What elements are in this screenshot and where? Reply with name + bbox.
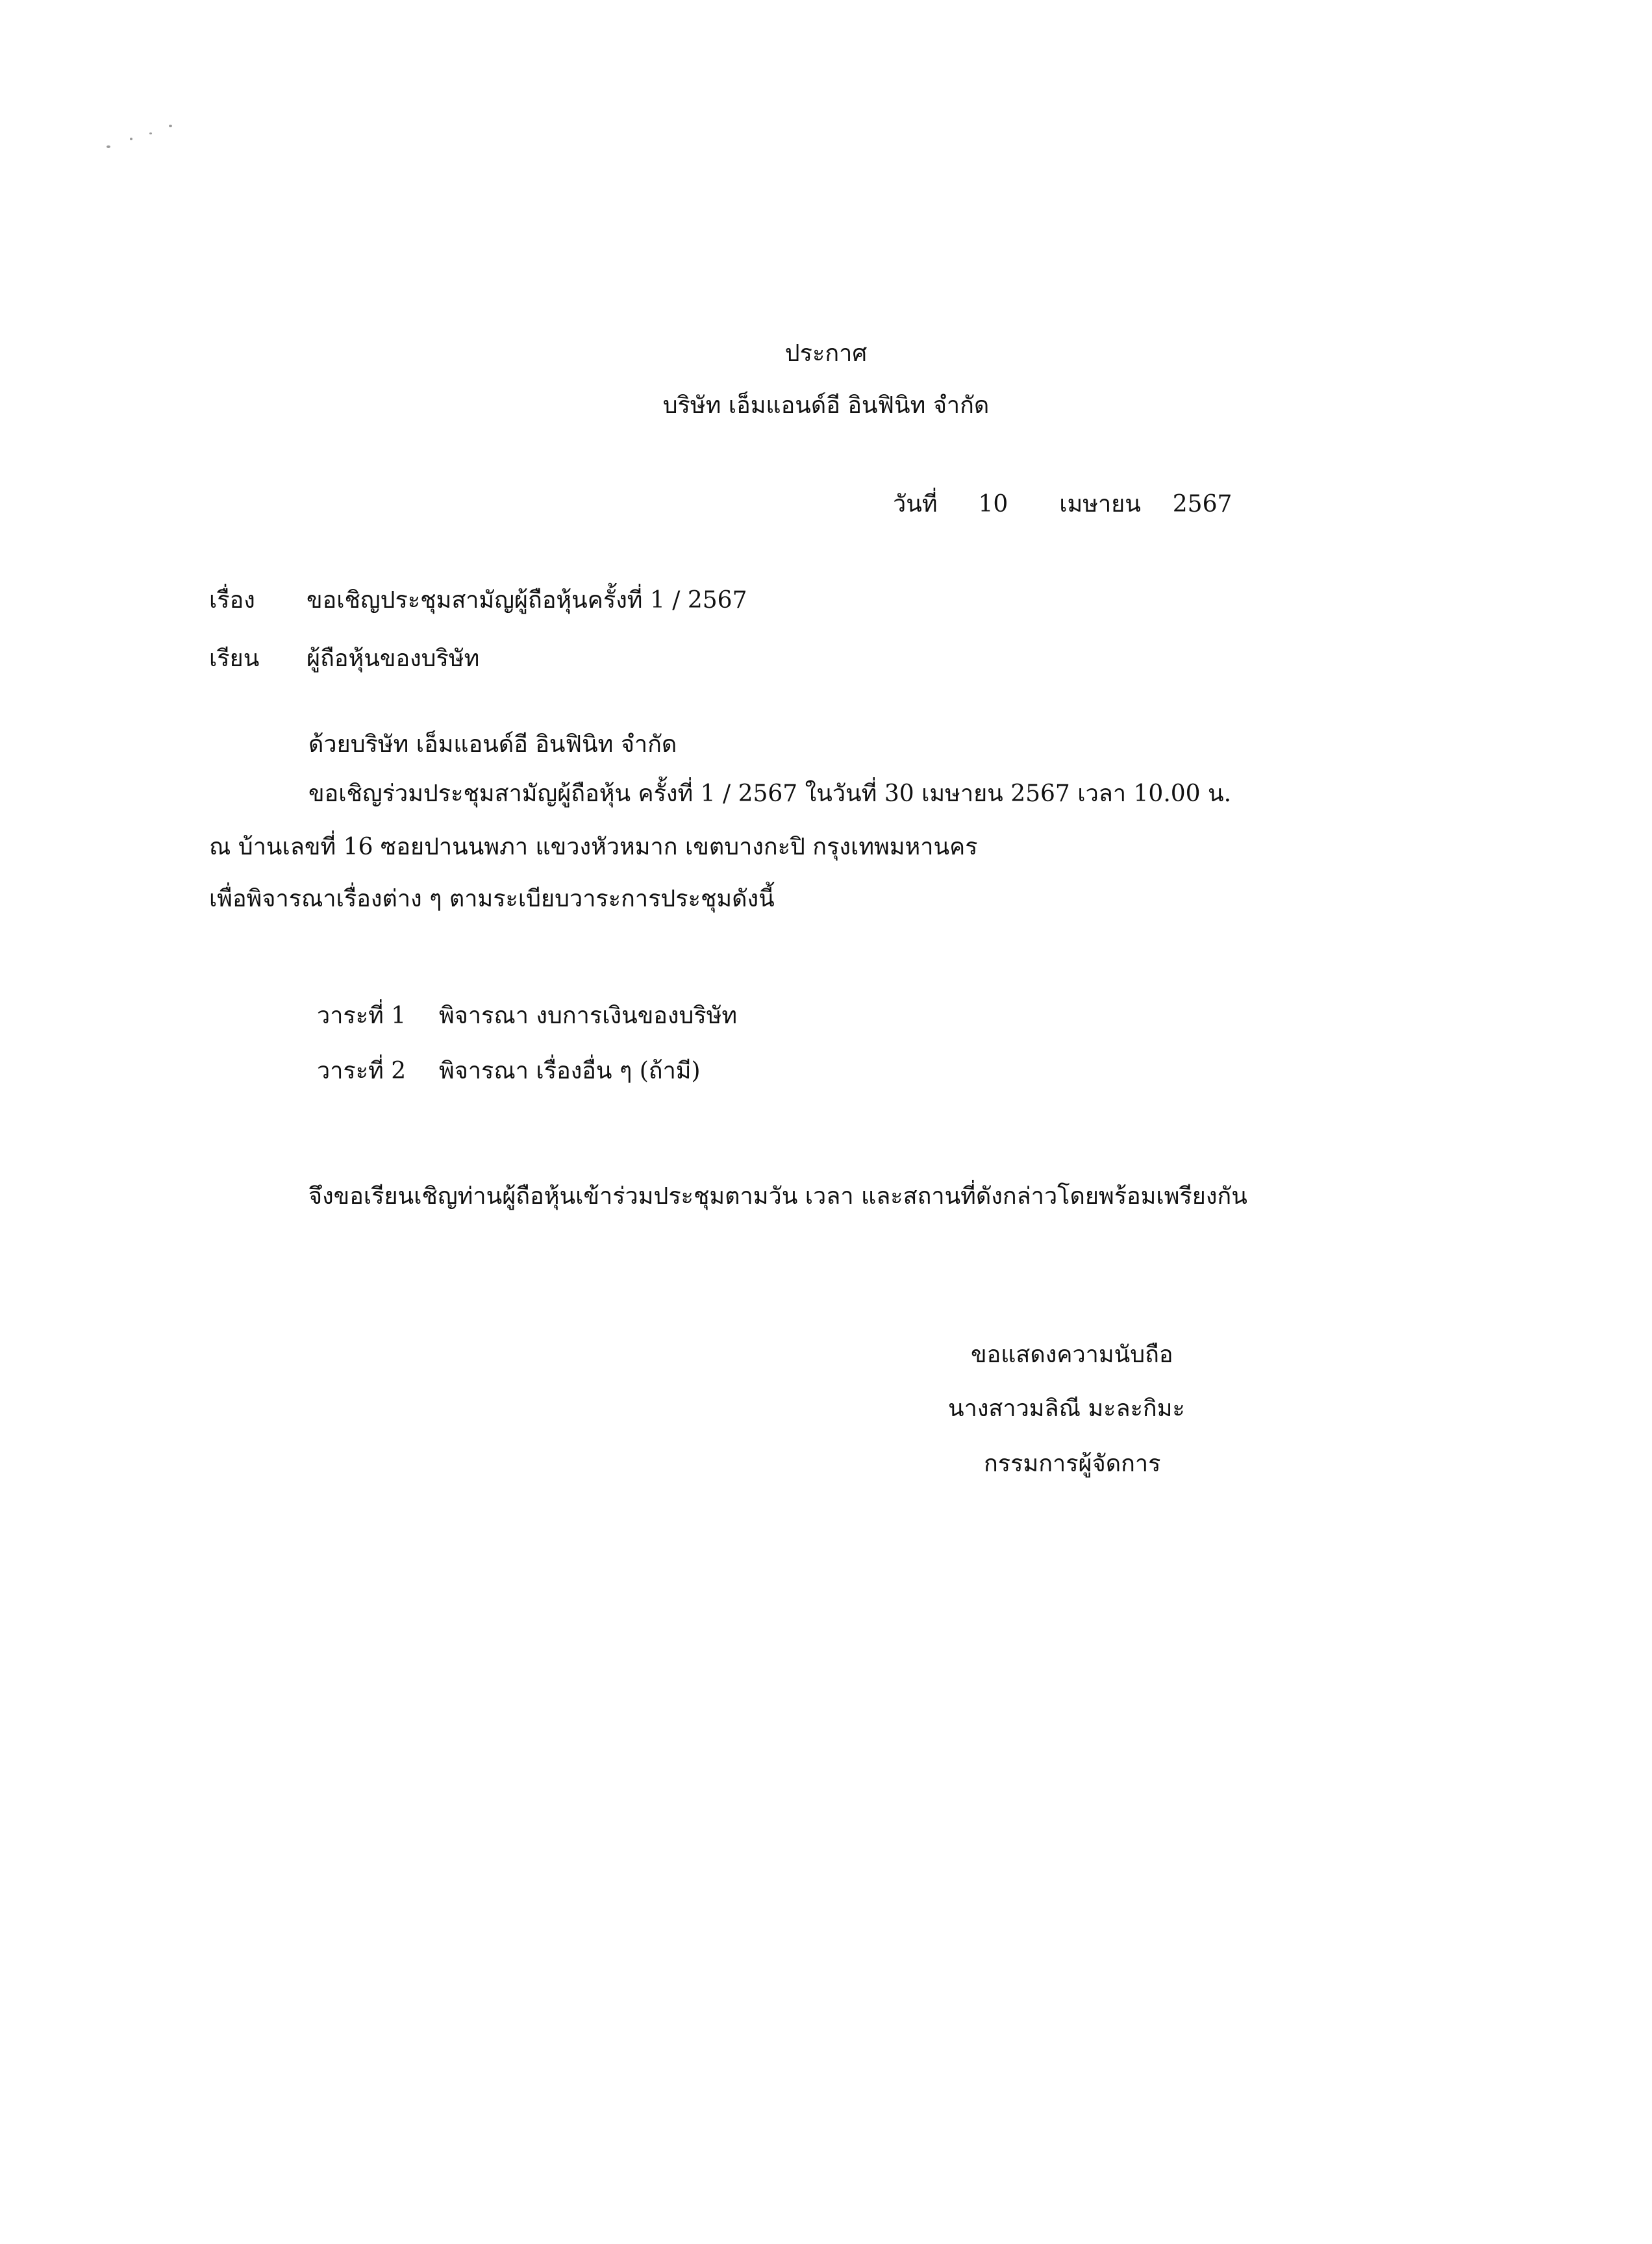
speck <box>106 145 110 148</box>
subject-text: ขอเชิญประชุมสามัญผู้ถือหุ้นครั้งที่ 1 / 2567 <box>307 587 747 614</box>
signature-regards: ขอแสดงความนับถือ <box>971 1341 1173 1368</box>
scan-speck-marks <box>104 117 188 162</box>
date-label: วันที่ <box>893 491 938 517</box>
body-line-1: ด้วยบริษัท เอ็มแอนด์อี อินฟินิท จำกัด <box>308 731 677 758</box>
speck <box>149 132 152 134</box>
agenda-item-label: วาระที่ 1 <box>317 1003 407 1029</box>
date-month: เมษายน <box>1059 491 1141 517</box>
speck <box>169 125 172 127</box>
body-line-3: ณ บ้านเลขที่ 16 ซอยปานนพภา แขวงหัวหมาก เขตบางกะปิ กรุงเทพมหานคร <box>209 834 978 860</box>
closing-paragraph: จึงขอเรียนเชิญท่านผู้ถือหุ้นเข้าร่วมประชุมตามวัน เวลา และสถานที่ดังกล่าวโดยพร้อมเพรียงกัน <box>308 1183 1247 1210</box>
signature-position: กรรมการผู้จัดการ <box>984 1451 1161 1477</box>
body-line-2: ขอเชิญร่วมประชุมสามัญผู้ถือหุ้น ครั้งที่ 1 / 2567 ในวันที่ 30 เมษายน 2567 เวลา 10.00 น. <box>308 780 1232 807</box>
recipient-label: เรียน <box>209 645 260 672</box>
agenda-item-text: พิจารณา งบการเงินของบริษัท <box>439 1003 738 1029</box>
document-date <box>893 488 1232 521</box>
agenda-item-label: วาระที่ 2 <box>317 1058 407 1084</box>
announcement-title: ประกาศ <box>784 340 868 367</box>
body-line-4: เพื่อพิจารณาเรื่องต่าง ๆ ตามระเบียบวาระการประชุมดังนี้ <box>209 886 775 912</box>
subject-label: เรื่อง <box>209 587 255 614</box>
company-name: บริษัท เอ็มแอนด์อี อินฟินิท จำกัด <box>662 392 990 419</box>
speck <box>130 138 132 140</box>
date-year: 2567 <box>1172 491 1233 517</box>
recipient-text: ผู้ถือหุ้นของบริษัท <box>307 645 480 672</box>
signature-name: นางสาวมลิณี มะละกิมะ <box>948 1395 1185 1422</box>
date-day: 10 <box>978 491 1008 517</box>
agenda-item-text: พิจารณา เรื่องอื่น ๆ (ถ้ามี) <box>439 1058 701 1084</box>
